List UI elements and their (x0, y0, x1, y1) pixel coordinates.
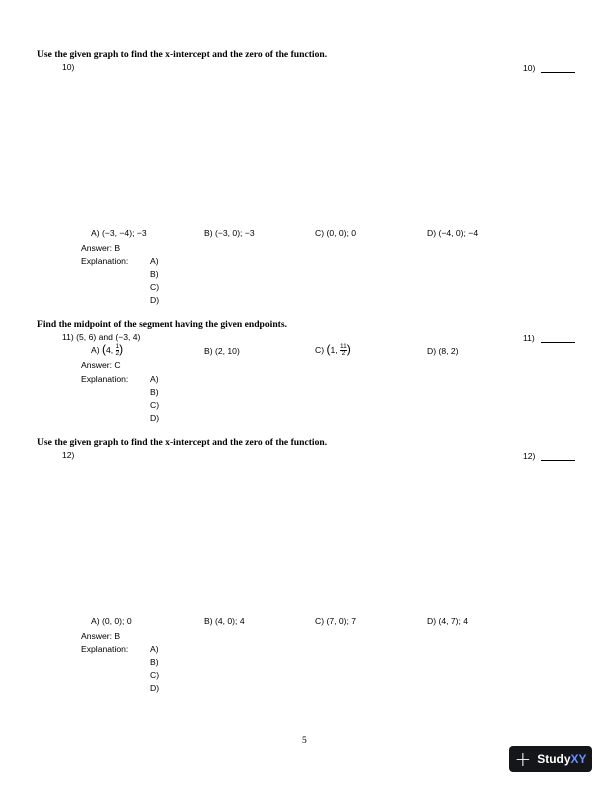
q10-answer: Answer: B (81, 243, 121, 253)
q12-side-number: 12) (523, 451, 575, 461)
q11-explanation-a: A) (150, 374, 159, 384)
q11-side-number: 11) (523, 333, 575, 343)
q11-choice-d: D) (8, 2) (427, 346, 459, 356)
q10-explanation-d: D) (150, 295, 160, 305)
q11-answer: Answer: C (81, 360, 121, 370)
page-number: 5 (302, 736, 307, 746)
q10-answer-blank (541, 72, 575, 73)
q12-choice-d: D) (4, 7); 4 (427, 616, 469, 626)
q12-answer-blank (541, 460, 575, 461)
q11-choice-c-fraction: $\frac{11}{2}$ (340, 343, 347, 358)
q11-instruction: Find the midpoint of the segment having the given endpoints. (37, 319, 287, 330)
studyxy-badge[interactable] (509, 746, 592, 772)
q10-explanation-c: C) (150, 282, 160, 292)
q11-choice-a-fraction: $\frac{1}{2}$ (115, 343, 120, 358)
q10-side-number: 10) (523, 63, 575, 73)
q12-explanation-b: B) (150, 657, 159, 667)
q11-explanation-d: D) (150, 413, 160, 423)
q11-choice-b: B) (2, 10) (204, 346, 240, 356)
q11-answer-blank (541, 342, 575, 343)
plus-icon: + (514, 747, 532, 771)
q11-explanation-label: Explanation: (81, 374, 129, 384)
q12-answer: Answer: B (81, 631, 121, 641)
q10-choice-a: A) (−3, −4); −3 (91, 228, 147, 238)
q10-choice-c: C) (0, 0); 0 (315, 228, 357, 238)
q10-choice-b: B) (−3, 0); −3 (204, 228, 255, 238)
q12-instruction: Use the given graph to find the x-intercept and the zero of the function. (37, 437, 328, 448)
q12-choice-b: B) (4, 0); 4 (204, 616, 245, 626)
q12-explanation-a: A) (150, 644, 159, 654)
q11-choice-c: C) (1, $\frac{11}{2}$ ) (315, 342, 351, 358)
q10-explanation-b: B) (150, 269, 159, 279)
q12-explanation-d: D) (150, 683, 160, 693)
q11-stem: 11) (5, 6) and (−3, 4) (62, 332, 141, 342)
q10-stem: 10) (62, 62, 75, 72)
q12-explanation-label: Explanation: (81, 644, 129, 654)
q12-stem: 12) (62, 450, 75, 460)
q12-choice-c: C) (7, 0); 7 (315, 616, 357, 626)
q10-choice-d: D) (−4, 0); −4 (427, 228, 479, 238)
q12-explanation-c: C) (150, 670, 160, 680)
q10-explanation-a: A) (150, 256, 159, 266)
q11-choice-a: A) (4, $\frac{1}{2}$ ) (91, 342, 124, 358)
studyxy-logo-text: StudyXY (537, 752, 587, 766)
q10-instruction: Use the given graph to find the x-intercept and the zero of the function. (37, 49, 328, 60)
q10-explanation-label: Explanation: (81, 256, 129, 266)
q11-explanation-b: B) (150, 387, 159, 397)
q11-explanation-c: C) (150, 400, 160, 410)
q12-choice-a: A) (0, 0); 0 (91, 616, 132, 626)
